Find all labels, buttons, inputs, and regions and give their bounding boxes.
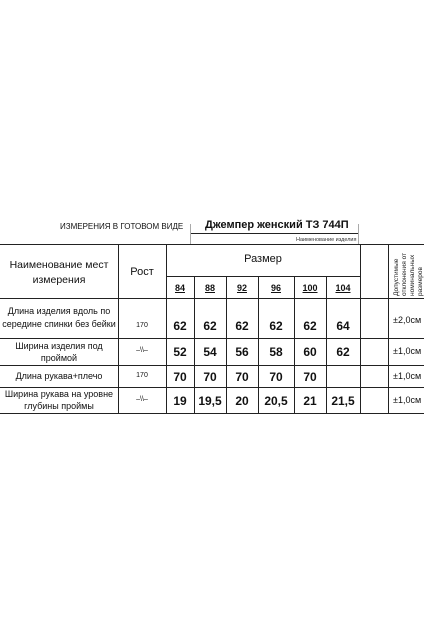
row-1-value-88: 62: [203, 319, 217, 333]
row-4-height: –\\–: [136, 396, 148, 403]
row-2-value-100: 60: [303, 345, 317, 359]
size-label-84: 84: [174, 283, 185, 293]
name-column-header: Наименование мест измерения: [9, 259, 109, 286]
row-1-value-100: 62: [303, 319, 317, 333]
size-subheader-line: [166, 276, 360, 277]
row-3-name: Длина рукава+плечо: [15, 371, 103, 381]
sheet-caption: ИЗМЕРЕНИЯ В ГОТОВОМ ВИДЕ: [60, 222, 184, 231]
row-1-name: Длина изделия вдоль по середине спинки без бейки: [2, 306, 116, 329]
row-3-value-88: 70: [203, 370, 217, 384]
row-4-value-96: 20,5: [264, 394, 288, 408]
size-label-88: 88: [204, 283, 215, 293]
row-3-value-96: 70: [269, 370, 283, 384]
size-label-100: 100: [302, 283, 318, 293]
size-label-96: 96: [270, 283, 281, 293]
title-separator-right: [358, 224, 359, 244]
col-line-sizes-end: [360, 244, 361, 413]
title-underline: [190, 233, 358, 234]
row-1-value-92: 62: [235, 319, 249, 333]
col-line-tolerance: [388, 244, 389, 413]
row-4-name: Ширина рукава на уровне глубины проймы: [4, 389, 114, 411]
product-subcaption: Наименование изделия: [296, 237, 357, 243]
row-3-tolerance: ±1,0см: [393, 371, 422, 381]
size-label-92: 92: [236, 283, 247, 293]
table-bottom-border: [0, 413, 424, 414]
tolerance-column-header: Допустимые отклонения от номинальных размеров: [393, 252, 424, 296]
row-3-height: 170: [136, 372, 148, 379]
row-1-value-104: 64: [336, 319, 350, 333]
row-3-value-84: 70: [173, 370, 187, 384]
row-1-value-96: 62: [269, 319, 283, 333]
row-2-value-88: 54: [203, 345, 217, 359]
row-1-tolerance: ±2,0см: [393, 315, 422, 325]
row-3-value-100: 70: [303, 370, 317, 384]
row-4-value-104: 21,5: [331, 394, 355, 408]
row-2-name: Ширина изделия под проймой: [15, 341, 103, 363]
row-2-height: –\\–: [136, 347, 148, 354]
product-title: Джемпер женский ТЗ 744П: [205, 219, 349, 231]
row-2-tolerance: ±1,0см: [393, 346, 422, 356]
row-2-value-92: 56: [235, 345, 249, 359]
row-4-value-92: 20: [235, 394, 249, 408]
row-2-value-96: 58: [269, 345, 283, 359]
row-2-value-104: 62: [336, 345, 350, 359]
row-4-value-84: 19: [173, 394, 187, 408]
row-1-height: 170: [136, 322, 148, 329]
row-4-value-100: 21: [303, 394, 317, 408]
size-label-104: 104: [335, 283, 351, 293]
row-4-tolerance: ±1,0см: [393, 395, 422, 405]
height-column-header: Рост: [130, 266, 154, 278]
row-1-value-84: 62: [173, 319, 187, 333]
title-separator-left: [190, 224, 191, 244]
row-3-value-92: 70: [235, 370, 249, 384]
row-4-value-88: 19,5: [198, 394, 222, 408]
size-column-header: Размер: [244, 253, 282, 265]
row-2-value-84: 52: [173, 345, 187, 359]
